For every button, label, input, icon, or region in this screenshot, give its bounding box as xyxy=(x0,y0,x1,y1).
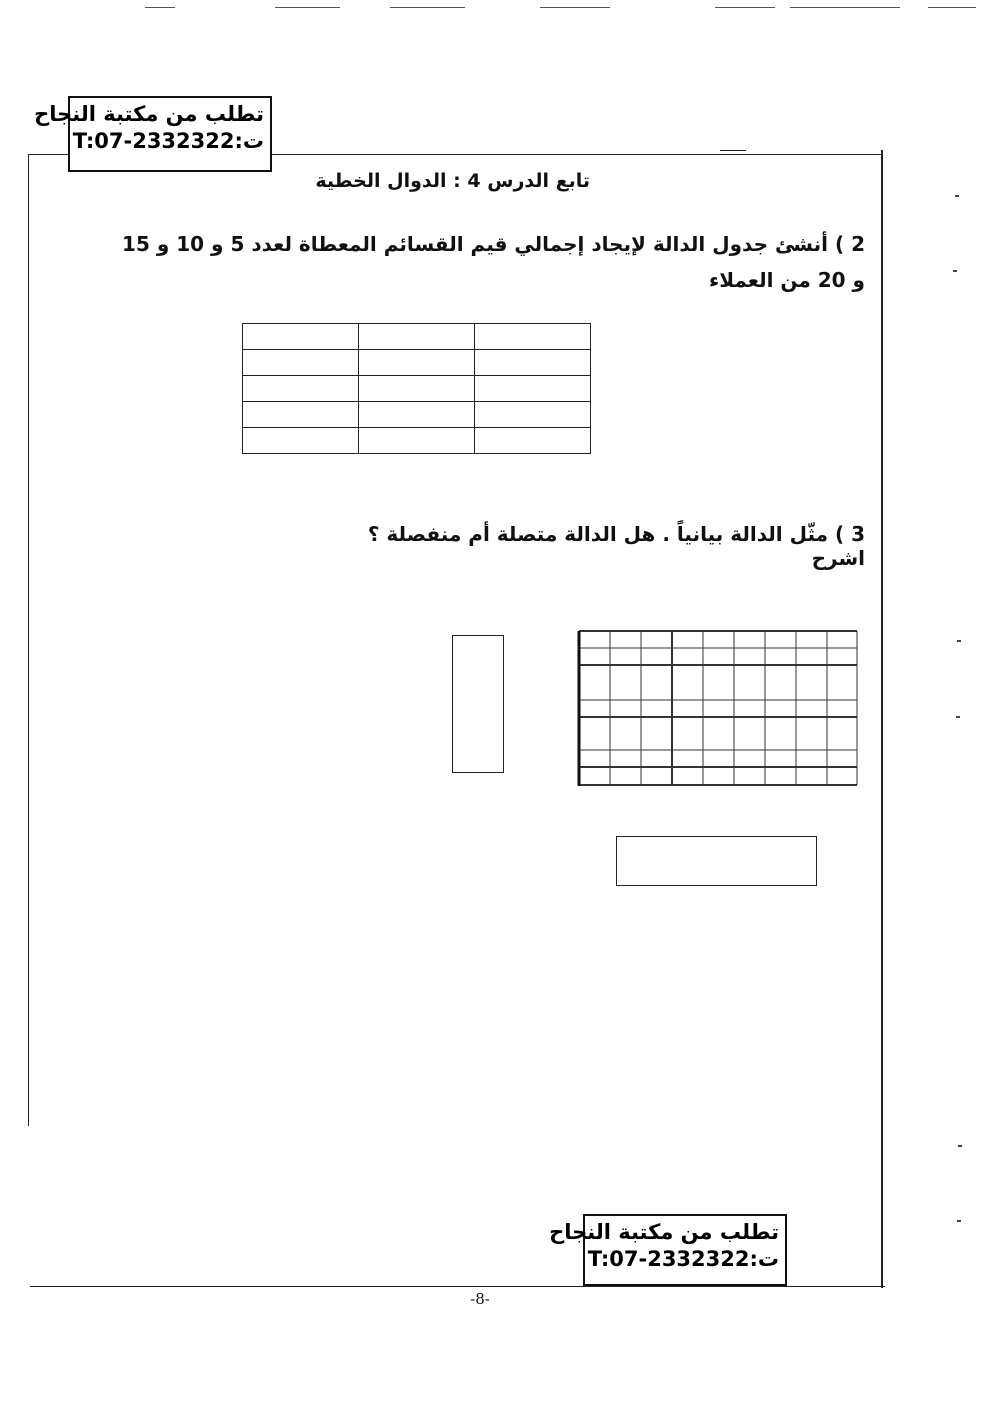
table-cell xyxy=(475,324,591,350)
scan-speck xyxy=(958,1145,962,1147)
table-cell xyxy=(243,402,359,428)
table-cell xyxy=(359,324,475,350)
table-cell xyxy=(475,376,591,402)
scan-mark xyxy=(540,7,610,8)
page-number: -8- xyxy=(470,1290,490,1308)
stamp-line-1: تطلب من مكتبة النجاح xyxy=(549,1220,779,1244)
stamp-line-2: ت:T:07-2332322 xyxy=(587,1247,779,1271)
table-cell xyxy=(243,428,359,454)
answer-table xyxy=(242,323,591,454)
frame-dash xyxy=(720,150,746,151)
scan-mark xyxy=(715,7,775,8)
scan-speck xyxy=(955,195,959,197)
table-cell xyxy=(359,376,475,402)
frame-right-line xyxy=(881,150,883,1288)
table-cell xyxy=(243,376,359,402)
table-cell xyxy=(475,350,591,376)
scan-speck xyxy=(953,270,957,272)
table-cell xyxy=(243,324,359,350)
table-row xyxy=(243,402,591,428)
frame-left-line xyxy=(28,154,29,1126)
scan-speck xyxy=(957,640,961,642)
question-3: 3 ) مثّل الدالة بيانياً . هل الدالة متصلة أم منفصلة ؟ اشرح xyxy=(367,522,865,570)
table-cell xyxy=(475,428,591,454)
lesson-title: تابع الدرس 4 : الدوال الخطية xyxy=(315,170,590,192)
table-cell xyxy=(359,428,475,454)
frame-bottom-line xyxy=(30,1286,885,1287)
scan-mark xyxy=(390,7,465,8)
scan-mark xyxy=(790,7,900,8)
library-stamp-top xyxy=(34,96,272,172)
question-2: 2 ) أنشئ جدول الدالة لإيجاد إجمالي قيم القسائم المعطاة لعدد 5 و 10 و 15 و 20 من العملاء xyxy=(122,232,865,292)
scan-mark xyxy=(145,7,175,8)
answer-box-vertical xyxy=(452,635,504,773)
scan-speck xyxy=(957,1220,961,1222)
answer-box-horizontal xyxy=(616,836,817,886)
scan-mark xyxy=(275,7,340,8)
table-row xyxy=(243,350,591,376)
stamp-line-2: ت:T:07-2332322 xyxy=(72,129,264,153)
graph-grid xyxy=(576,630,860,788)
table-row xyxy=(243,376,591,402)
stamp-line-1: تطلب من مكتبة النجاح xyxy=(34,102,264,126)
scan-speck xyxy=(956,716,960,718)
table-cell xyxy=(243,350,359,376)
scan-mark xyxy=(928,7,976,8)
library-stamp-bottom xyxy=(549,1214,787,1286)
table-cell xyxy=(359,350,475,376)
table-cell xyxy=(475,402,591,428)
table-row xyxy=(243,428,591,454)
table-cell xyxy=(359,402,475,428)
table-row xyxy=(243,324,591,350)
